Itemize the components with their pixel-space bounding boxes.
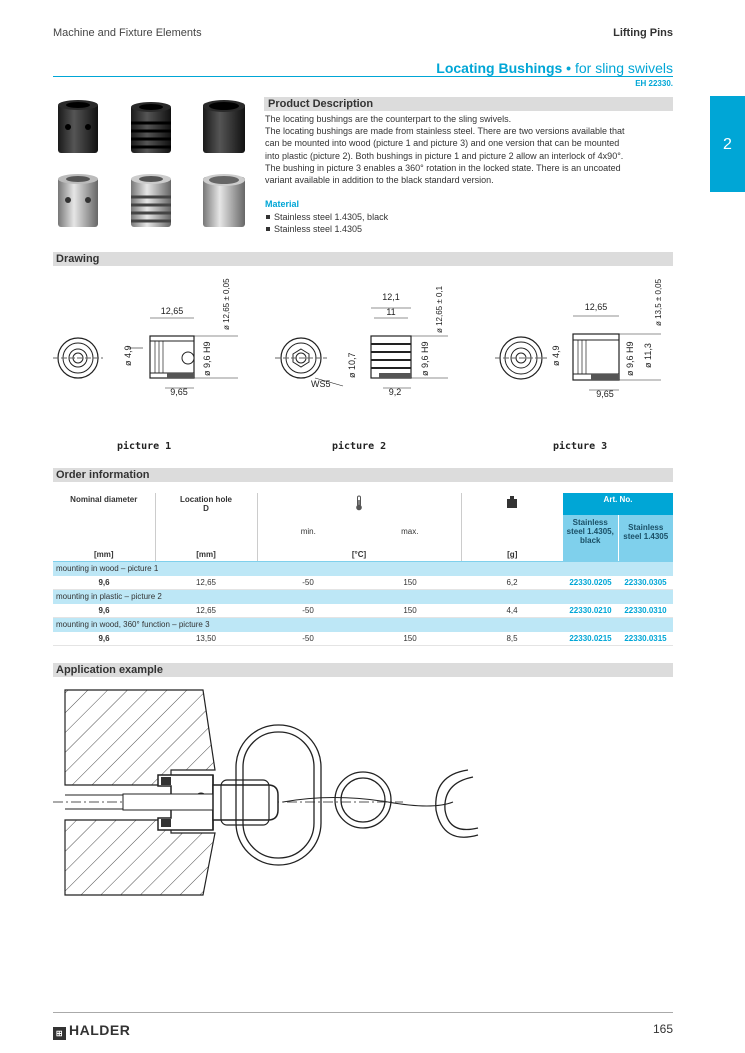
material-list	[265, 211, 388, 235]
drawing-picture-2	[275, 285, 448, 397]
cell-nominal: 9,6	[53, 632, 155, 646]
description-line: into plastic (picture 2). Both bushings in picture 1 and picture 2 allow an interlock of 4x90°.	[265, 150, 624, 161]
unit-nominal: [mm]	[53, 548, 155, 562]
group-label: mounting in wood, 360° function – picture 3	[53, 618, 673, 632]
group-label: mounting in plastic – picture 2	[53, 590, 673, 604]
bushing-black-wood-photo	[58, 100, 98, 153]
p1-bottom-dim: 9,65	[170, 387, 188, 397]
cell-art-black[interactable]: 22330.0210	[563, 604, 618, 618]
order-table	[53, 493, 673, 646]
unit-temp: [°C]	[257, 548, 461, 562]
footer-divider	[53, 1012, 673, 1013]
p2-left-dia: ø 10,7	[347, 352, 357, 378]
col-location-label: Location hole	[180, 495, 232, 504]
table-row	[53, 604, 673, 618]
material-label: Stainless steel 1.4305, black	[274, 212, 389, 222]
material-item	[265, 211, 388, 223]
cell-min: -50	[257, 576, 359, 590]
col-ss-black: Stainless steel 1.4305, black	[563, 515, 618, 548]
cell-art-black[interactable]: 22330.0205	[563, 576, 618, 590]
unit-weight: [g]	[461, 548, 563, 562]
col-nominal: Nominal diameter	[70, 495, 138, 504]
cell-nominal: 9,6	[53, 604, 155, 618]
material-label: Stainless steel 1.4305	[274, 224, 363, 234]
table-row	[53, 632, 673, 646]
cell-hole: 12,65	[155, 576, 257, 590]
cell-min: -50	[257, 632, 359, 646]
logo-text: HALDER	[69, 1022, 131, 1038]
drawing-picture-1	[53, 278, 238, 397]
bullet-icon	[266, 227, 270, 231]
p1-top-dim: 12,65	[160, 306, 184, 316]
p3-top-dim: 12,65	[584, 302, 608, 312]
p1-left-dia: ø 4,9	[123, 345, 133, 366]
title-main: Locating Bushings	[436, 60, 563, 76]
chapter-tab[interactable]: 2	[710, 96, 745, 192]
caption-picture-1: picture 1	[117, 441, 172, 452]
title-sub: for sling swivels	[574, 60, 673, 76]
group-label: mounting in wood – picture 1	[53, 562, 673, 576]
col-art-no: Art. No.	[563, 493, 673, 515]
col-weight	[461, 493, 563, 515]
description-line: can be mounted into wood (picture 1 and picture 3) and one version that can be mounted	[265, 138, 620, 149]
p2-top-dim2: 11	[386, 307, 396, 317]
cell-hole: 12,65	[155, 604, 257, 618]
wood-block-upper	[65, 690, 215, 785]
technical-drawing	[53, 278, 673, 418]
drawing-picture-3	[495, 278, 663, 399]
cell-art[interactable]: 22330.0305	[618, 576, 673, 590]
p3-vert-dim: ø 13,5 ± 0,05	[654, 278, 663, 326]
weight-icon	[505, 495, 519, 509]
cell-max: 150	[359, 576, 461, 590]
caption-picture-2: picture 2	[332, 441, 387, 452]
p3-left-dia: ø 4,9	[551, 345, 561, 366]
description-line: The locating bushings are made from stainless steel. There are two versions available that	[265, 126, 625, 137]
group-row	[53, 590, 673, 604]
col-location-sub: D	[203, 504, 209, 513]
page-title	[436, 60, 673, 76]
title-bullet: •	[562, 60, 575, 76]
col-location	[155, 493, 257, 515]
logo-icon: ⊞	[53, 1027, 66, 1040]
table-row	[53, 576, 673, 590]
p2-vert-dim: ø 12,65 ± 0,1	[435, 285, 444, 333]
cell-hole: 13,50	[155, 632, 257, 646]
drawing-heading: Drawing	[53, 252, 673, 266]
cell-max: 150	[359, 632, 461, 646]
application-illustration	[53, 685, 493, 900]
description-line: The locating bushings are the counterpart to the sling swivels.	[265, 114, 512, 124]
product-description-text	[265, 113, 673, 186]
unit-location: [mm]	[155, 548, 257, 562]
title-divider	[53, 76, 673, 77]
order-subheader-row	[53, 515, 673, 548]
group-row	[53, 562, 673, 576]
col-temperature	[257, 493, 461, 515]
bushing-steel-360-photo	[203, 174, 245, 227]
bushing-black-360-photo	[203, 100, 245, 153]
header-section: Lifting Pins	[613, 27, 673, 39]
p1-vert-dim: ø 12,65 ± 0,05	[222, 278, 231, 330]
p2-top-dim: 12,1	[382, 292, 400, 302]
group-row	[53, 618, 673, 632]
cell-art-black[interactable]: 22330.0215	[563, 632, 618, 646]
col-min: min.	[257, 515, 359, 548]
col-max: max.	[401, 527, 419, 536]
p3-bottom-dim: 9,65	[596, 389, 614, 399]
cell-min: -50	[257, 604, 359, 618]
bushing-black-plastic-photo	[131, 102, 171, 153]
thermometer-icon	[354, 495, 364, 511]
product-code: EH 22330.	[635, 79, 673, 88]
p3-bore2: ø 11,3	[643, 343, 653, 368]
p2-bore: ø 9,6 H9	[420, 341, 430, 376]
brand-logo	[53, 1022, 130, 1040]
description-line: variant available in addition to the black standard version.	[265, 175, 494, 186]
application-heading: Application example	[53, 663, 673, 677]
order-heading: Order information	[53, 468, 673, 482]
description-line: The bushing in picture 3 enables a 360° rotation in the locked state. There is an uncoated	[265, 162, 621, 173]
bushing-steel-plastic-photo	[131, 174, 171, 227]
caption-picture-3: picture 3	[553, 441, 608, 452]
bullet-icon	[266, 215, 270, 219]
wood-block-lower	[65, 820, 215, 895]
order-units-row	[53, 548, 673, 562]
col-ss: Stainless steel 1.4305	[618, 515, 673, 548]
p2-bottom-dim: 9,2	[388, 387, 402, 397]
header-category: Machine and Fixture Elements	[53, 27, 202, 39]
order-header-row	[53, 493, 673, 515]
p2-ws: WS5	[311, 379, 331, 389]
cell-weight: 8,5	[461, 632, 563, 646]
cell-art[interactable]: 22330.0315	[618, 632, 673, 646]
p3-bore: ø 9,6 H9	[625, 341, 635, 376]
material-item	[265, 223, 388, 235]
bushing-steel-wood-photo	[58, 174, 98, 227]
cell-max: 150	[359, 604, 461, 618]
cell-nominal: 9,6	[53, 576, 155, 590]
product-description-heading: Product Description	[264, 97, 673, 111]
cell-art[interactable]: 22330.0310	[618, 604, 673, 618]
cell-weight: 4,4	[461, 604, 563, 618]
product-photos	[53, 97, 253, 232]
cell-weight: 6,2	[461, 576, 563, 590]
material-heading: Material	[265, 199, 300, 209]
p1-bore: ø 9,6 H9	[202, 341, 212, 376]
page-number: 165	[652, 1022, 673, 1036]
